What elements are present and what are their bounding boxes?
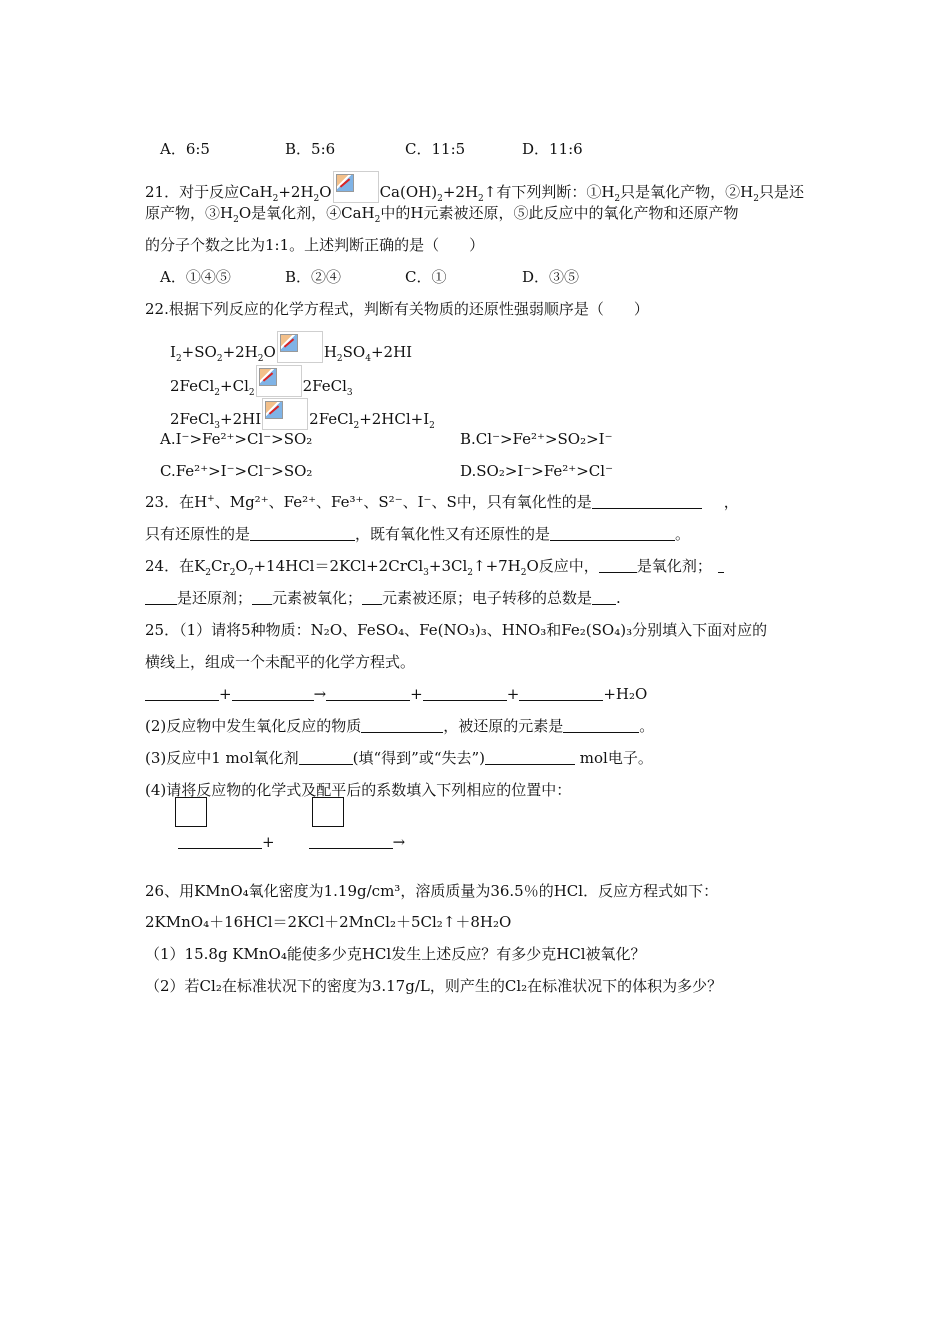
- q26-equation: 2KMnO₄＋16HCl＝2KCl＋2MnCl₂＋5Cl₂↑＋8H₂O: [145, 913, 512, 931]
- q25-part-3: (3)反应中1 mol氧化剂 (填“得到”或“失去”) mol电子。: [145, 749, 653, 767]
- q21-option-d: D．③⑤: [522, 268, 580, 286]
- q24-line-2: 是还原剂； 元素被氧化； 元素被还原；电子转移的总数是 .: [145, 588, 621, 608]
- q25-line-1: 25．（1）请将5种物质：N₂O、FeSO₄、Fe(NO₃)₃、HNO₃和Fe₂(SO₄)₃分别填入下面对应的: [145, 621, 768, 639]
- q20-option-b: B．5:6: [285, 140, 336, 158]
- q21-line-2: 原产物，$③H_2O$是氧化剂，④CaH$_2$中的H元素被还原，⑤此反应中的氧化产物和还原产物: [145, 204, 739, 225]
- q22-option-d: D.SO₂>I⁻>Fe²⁺>Cl⁻: [460, 462, 613, 480]
- q25-part-2: (2)反应物中发生氧化反应的物质 ，被还原的元素是 。: [145, 717, 655, 735]
- reaction-arrow-image-icon: [256, 365, 302, 397]
- q26-line-1: 26、用KMnO₄氧化密度为1.19g/cm³，溶质质量为36.5％的HCl．反应方程式如下：: [145, 882, 719, 900]
- q20-option-d: D．11:6: [522, 140, 583, 158]
- q25-equation-blanks: + → + + +H₂O: [145, 684, 647, 704]
- q26-part-2: （2）若Cl₂在标准状况下的密度为3.17g/L，则产生的Cl₂在标准状况下的体积为多少？: [145, 977, 723, 995]
- q25-part-4-blanks: + →: [178, 832, 405, 852]
- q20-option-a: A．6:5: [160, 140, 210, 158]
- q21-option-b: B．②④: [285, 268, 342, 286]
- reaction-arrow-image-icon: [262, 398, 308, 430]
- q26-part-1: （1）15.8g KMnO₄能使多少克HCl发生上述反应？有多少克HCl被氧化？: [145, 945, 646, 963]
- reaction-arrow-image-icon: [277, 331, 323, 363]
- q21-line-3: 的分子个数之比为1:1。上述判断正确的是（ ）: [145, 236, 485, 254]
- q22-option-b: B.Cl⁻>Fe²⁺>SO₂>I⁻: [460, 430, 613, 448]
- q21-option-a: A．①④⑤: [160, 268, 231, 286]
- coefficient-box-2[interactable]: [312, 797, 344, 827]
- q22-equation-3: 2FeCl$_3$+2HI $2FeCl_2+2HCl+I_2$: [170, 398, 435, 430]
- q22-stem: 22.根据下列反应的化学方程式，判断有关物质的还原性强弱顺序是（ ）: [145, 300, 649, 318]
- q22-equation-1: $I_2+SO_2+2H_2O$ $H_2SO_4+2HI$: [170, 331, 412, 363]
- q21-line-1: 21．对于反应$CaH_2+2H_2O$ $Ca(OH)_2+2H_2↑$有下列判断：$①H_2$只是氧化产物，$②H_2$只是还: [145, 171, 804, 203]
- reaction-arrow-image-icon: [333, 171, 379, 203]
- q20-option-c: C．11:5: [405, 140, 466, 158]
- q23-line-1: 23．在H+、Mg²⁺、Fe²⁺、Fe³⁺、S²⁻、I⁻、S中，只有氧化性的是 ，: [145, 493, 739, 511]
- q22-equation-2: $2FeCl_2+Cl_2$ 2FeCl$_3$: [170, 365, 353, 397]
- q25-line-2: 横线上，组成一个未配平的化学方程式。: [145, 653, 416, 671]
- q25-part-4: (4)请将反应物的化学式及配平后的系数填入下列相应的位置中：: [145, 781, 572, 799]
- q24-line-1: 24．在$K_2Cr_2O_7+14HCl=2KCl+2CrCl_3+3Cl_2↑+7H_2O$反应中， 是氧化剂；: [145, 556, 724, 576]
- coefficient-box-1[interactable]: [175, 797, 207, 827]
- q21-option-c: C．①: [405, 268, 447, 286]
- q23-line-2: 只有还原性的是 ，既有氧化性又有还原性的是 。: [145, 525, 691, 543]
- q22-option-a: A.I⁻>Fe²⁺>Cl⁻>SO₂: [160, 430, 313, 448]
- q22-option-c: C.Fe²⁺>I⁻>Cl⁻>SO₂: [160, 462, 313, 480]
